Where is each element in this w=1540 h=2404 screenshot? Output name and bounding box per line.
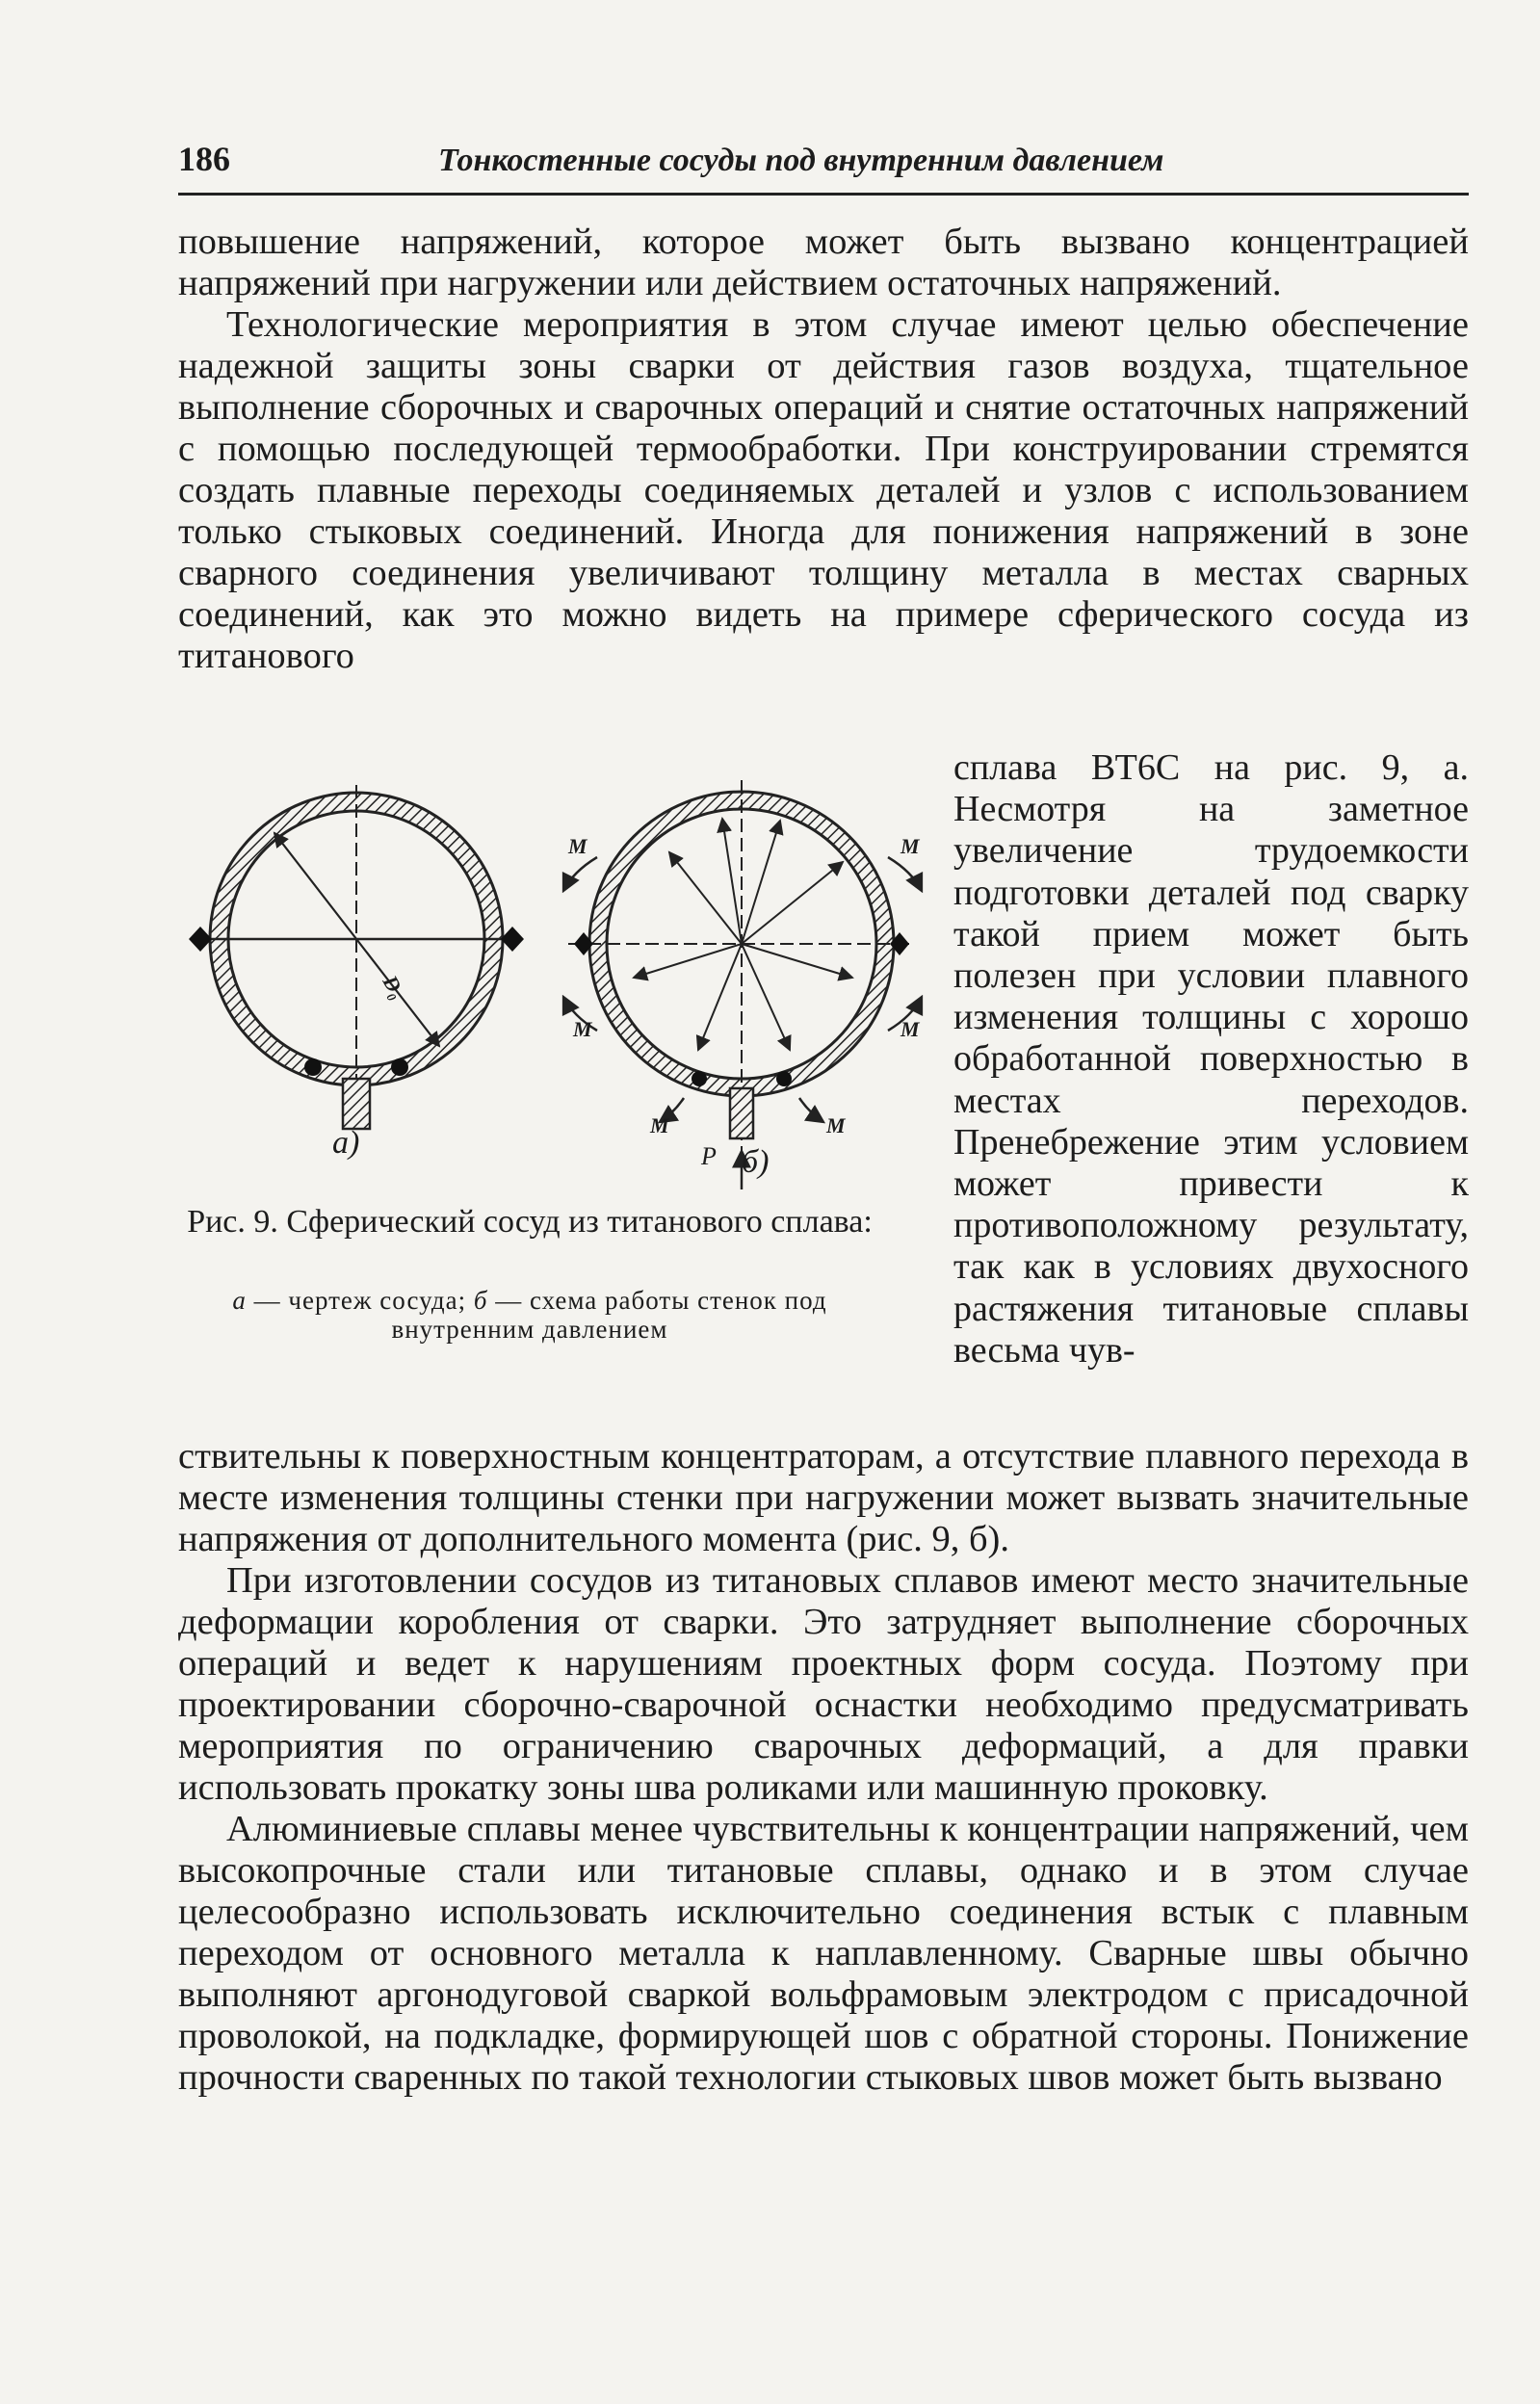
- legend-text-a: — чертеж сосуда;: [246, 1286, 474, 1315]
- paragraph-3: При изготовлении сосудов из титановых сплавов имеют место значительные деформации коробления от сварки. Это затрудняет выполнение сборочных операций и ведет к нарушениям проектных форм сосуда. Поэтому при проектировании сборочно-сварочной оснастки необходимо предусматривать мероприятия по ограничению сварочных деформаций, а для правки использовать прокатку зоны шва роликами или машинную проковку.: [178, 1560, 1469, 1808]
- diameter-label: D₀: [378, 971, 410, 1004]
- text-block-top: [178, 222, 1469, 677]
- page-number: 186: [178, 140, 230, 178]
- vessel-drawings: [164, 761, 925, 1204]
- paragraph-2-tail: ствительны к поверхностным концентраторам, а отсутствие плавного перехода в месте изменения толщины стенки при нагружении может вызвать значительные напряжения от дополнительного момента (рис. 9, б).: [178, 1436, 1469, 1559]
- paragraph-2: Технологические мероприятия в этом случае имеют целью обеспечение надежной защиты зоны сварки от действия газов воздуха, тщательное выполнение сборочных и сварочных операций и снятие остаточных напряжений с помощью последующей термообработки. При конструировании стремятся создать плавные переходы соединяемых деталей и узлов с использованием только стыковых соединений. Иногда для понижения напряжений в зоне сварного соединения увеличивают толщину металла в местах сварных соединений, как это можно видеть на примере сферического сосуда из титанового: [178, 304, 1469, 676]
- figure-9: [164, 761, 925, 1358]
- moment-label: М: [826, 1113, 846, 1137]
- moment-label: М: [901, 834, 920, 858]
- vessel-a-drawing: [189, 785, 524, 1129]
- figure-caption-legend: [164, 1286, 896, 1344]
- running-title: Тонкостенные сосуды под внутренним давлением: [438, 143, 1164, 178]
- moment-label: М: [901, 1017, 920, 1041]
- paragraph-2-side: сплава ВТ6С на рис. 9, а. Несмотря на заметное увеличение трудоемкости подготовки деталей под сварку такой прием может быть полезен при условии плавного изменения толщины с хорошо обработанной поверхностью в местах переходов. Пренебрежение этим условием может привести к противоположному результату, так как в условиях двухосного растяжения титановые сплавы весьма чув-: [953, 747, 1469, 1371]
- moment-label: М: [568, 834, 587, 858]
- vessel-b-drawing: [563, 780, 922, 1189]
- legend-letter-a: а: [232, 1286, 247, 1315]
- legend-text-b: — схема работы стенок под внутренним давлением: [391, 1286, 827, 1344]
- legend-letter-b: б: [473, 1286, 488, 1315]
- page-header: [178, 135, 1469, 196]
- figure-label-a: а): [332, 1125, 360, 1161]
- paragraph-4: Алюминиевые сплавы менее чувствительны к концентрации напряжений, чем высокопрочные стали или титановые сплавы, однако и в этом случае целесообразно использовать исключительно соединения встык с плавным переходом от основного металла к наплавленному. Сварные швы обычно выполняют аргонодуговой сваркой вольфрамовым электродом с присадочной проволокой, на подкладке, формирующей шов с обратной стороны. Понижение прочности сваренных по такой технологии стыковых швов может быть вызвано: [178, 1809, 1469, 2098]
- text-block-bottom: [178, 1436, 1469, 2099]
- figure-caption-title: Рис. 9. Сферический сосуд из титанового сплава:: [187, 1204, 873, 1240]
- paragraph-1: повышение напряжений, которое может быть вызвано концентрацией напряжений при нагружении или действием остаточных напряжений.: [178, 222, 1469, 303]
- moment-label: М: [650, 1113, 669, 1137]
- text-beside-figure: [953, 747, 1469, 1372]
- figure-label-b: б): [742, 1144, 770, 1180]
- pressure-label: P: [701, 1142, 717, 1170]
- moment-label: М: [573, 1017, 592, 1041]
